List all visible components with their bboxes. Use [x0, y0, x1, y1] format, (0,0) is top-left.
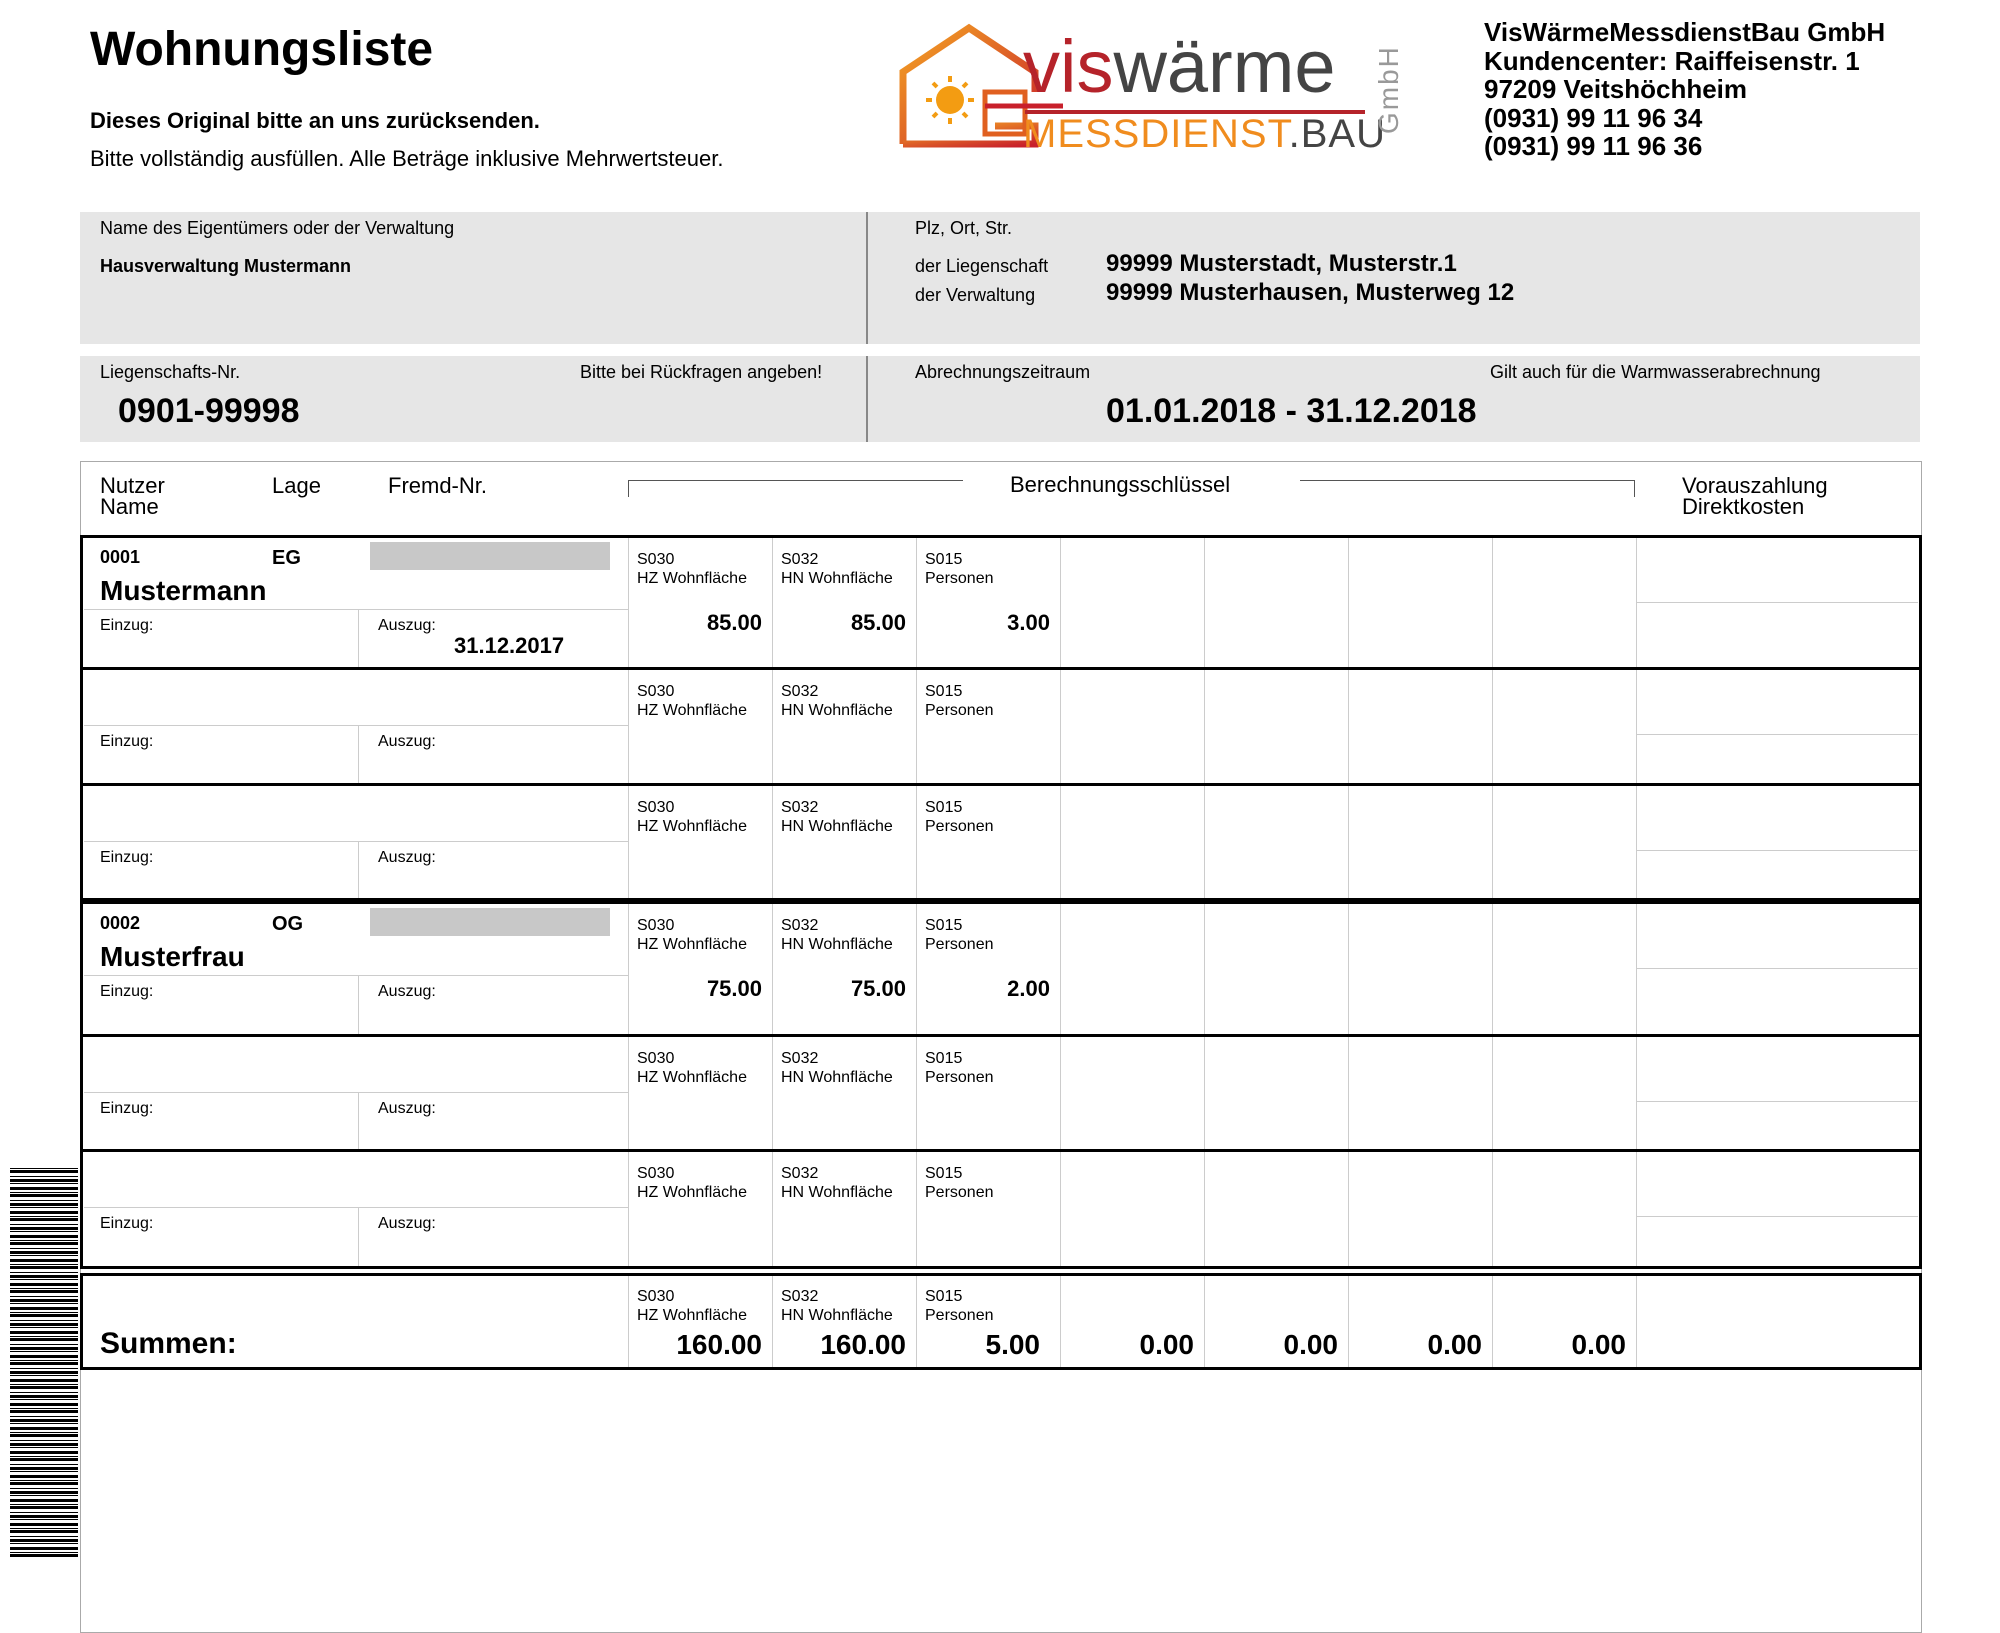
property-no-hint: Bitte bei Rückfragen angeben!	[580, 362, 823, 382]
column-line	[1204, 1276, 1205, 1367]
header-berechnungsschluessel: Berechnungsschlüssel	[1010, 472, 1231, 497]
row-line	[84, 1092, 628, 1093]
column-line	[1060, 538, 1061, 667]
barcode-bar	[10, 1331, 78, 1334]
barcode-bar	[10, 1464, 78, 1465]
auszug-label: Auszug:	[378, 1215, 436, 1232]
row-line	[358, 609, 359, 667]
column-line	[1492, 786, 1493, 898]
column-line	[1204, 904, 1205, 1034]
barcode-bar	[10, 1456, 78, 1457]
sum-value: 160.00	[820, 1329, 906, 1360]
sum-value: 0.00	[1571, 1329, 1626, 1360]
row-line	[1636, 968, 1918, 969]
key-code: S030 HZ Wohnfläche	[637, 799, 747, 835]
key-code: S032 HN Wohnfläche	[781, 799, 893, 835]
barcode-bar	[10, 1288, 78, 1289]
column-line	[1636, 904, 1637, 1034]
barcode-bar	[10, 1312, 78, 1313]
barcode-bar	[10, 1266, 78, 1269]
column-line	[1060, 1276, 1061, 1367]
column-line	[1060, 670, 1061, 783]
barcode-bar	[10, 1290, 78, 1293]
key-code: S030 HZ Wohnfläche	[637, 1165, 747, 1201]
einzug-label: Einzug:	[100, 1100, 154, 1117]
barcode-bar	[10, 1419, 78, 1422]
address-label: Plz, Ort, Str.	[915, 218, 1013, 238]
auszug-label: Auszug:	[378, 617, 436, 634]
barcode-bar	[10, 1491, 78, 1494]
barcode-bar	[10, 1386, 78, 1389]
barcode-bar	[10, 1467, 78, 1470]
key-code: S015 Personen	[925, 799, 994, 835]
barcode-bar	[10, 1399, 78, 1400]
barcode-bar	[10, 1168, 78, 1169]
barcode-bar	[10, 1360, 78, 1361]
key-code: S030 HZ Wohnfläche	[637, 1288, 747, 1324]
column-line	[1060, 786, 1061, 898]
row-line	[84, 609, 628, 610]
barcode-bar	[10, 1200, 78, 1201]
unit-number: 0001	[100, 547, 141, 567]
barcode-bar	[10, 1283, 78, 1286]
column-line	[1636, 1037, 1637, 1149]
barcode-bar	[10, 1296, 78, 1297]
barcode-bar	[10, 1443, 78, 1446]
barcode-bar	[10, 1194, 78, 1197]
separator	[866, 356, 868, 442]
company-logo	[895, 22, 1415, 156]
key-code: S032 HN Wohnfläche	[781, 551, 893, 587]
barcode-bar	[10, 1371, 78, 1374]
barcode-bar	[10, 1183, 78, 1184]
barcode-bar	[10, 1187, 78, 1190]
auszug-label: Auszug:	[378, 983, 436, 1000]
barcode-bar	[10, 1279, 78, 1280]
column-line	[1492, 1037, 1493, 1149]
barcode-bar	[10, 1375, 78, 1376]
period-hint: Gilt auch für die Warmwasserabrechnung	[1490, 362, 1821, 382]
barcode-bar	[10, 1355, 78, 1358]
einzug-label: Einzug:	[100, 617, 154, 634]
column-line	[1060, 1152, 1061, 1266]
barcode-bar	[10, 1211, 78, 1214]
barcode-bar	[10, 1408, 78, 1409]
barcode-bar	[10, 1224, 78, 1225]
barcode-bar	[10, 1552, 78, 1553]
barcode-bar	[10, 1176, 78, 1177]
barcode-bar	[10, 1512, 78, 1513]
einzug-label: Einzug:	[100, 1215, 154, 1232]
period-label: Abrechnungszeitraum	[915, 362, 1091, 382]
column-line	[772, 670, 773, 783]
barcode-bar	[10, 1264, 78, 1265]
barcode-bar	[10, 1351, 78, 1352]
tenant-name: Musterfrau	[100, 941, 245, 972]
sum-value: 0.00	[1427, 1329, 1482, 1360]
auszug-label: Auszug:	[378, 733, 436, 750]
row-line	[1636, 602, 1918, 603]
row-line	[1636, 734, 1918, 735]
barcode-bar	[10, 1379, 78, 1382]
barcode-bar	[10, 1432, 78, 1433]
barcode-bar	[10, 1272, 78, 1273]
column-line	[1060, 904, 1061, 1034]
column-line	[1492, 1152, 1493, 1266]
column-line	[628, 670, 629, 783]
key-code: S030 HZ Wohnfläche	[637, 917, 747, 953]
key-code: S030 HZ Wohnfläche	[637, 683, 747, 719]
column-line	[916, 670, 917, 783]
barcode-bar	[10, 1482, 78, 1485]
barcode-bar	[10, 1170, 78, 1173]
owner-label: Name des Eigentümers oder der Verwaltung	[100, 218, 455, 238]
row-line	[84, 1207, 628, 1208]
company-address	[1484, 18, 1885, 161]
fremd-nr-field[interactable]	[370, 908, 610, 936]
barcode-bar	[10, 1242, 78, 1245]
owner-value: Hausverwaltung Mustermann	[100, 256, 352, 276]
row-divider	[80, 667, 1922, 670]
column-line	[916, 1037, 917, 1149]
barcode-bar	[10, 1338, 78, 1341]
column-line	[1348, 904, 1349, 1034]
key-code: S015 Personen	[925, 551, 994, 587]
barcode-bar	[10, 1410, 78, 1413]
row-line	[358, 1092, 359, 1149]
column-line	[772, 1037, 773, 1149]
key-code: S015 Personen	[925, 1050, 994, 1086]
row-divider	[80, 1034, 1922, 1037]
auszug-label: Auszug:	[378, 849, 436, 866]
column-line	[628, 786, 629, 898]
barcode-bar	[10, 1416, 78, 1417]
column-line	[1060, 1037, 1061, 1149]
key-value: 2.00	[1007, 976, 1050, 1001]
instruction-text: Bitte vollständig ausfüllen. Alle Beträge inklusive Mehrwertsteuer.	[90, 146, 724, 171]
row-line	[358, 975, 359, 1034]
key-code: S015 Personen	[925, 1165, 994, 1201]
company-name: VisWärmeMessdienstBau GmbH	[1484, 17, 1886, 47]
einzug-label: Einzug:	[100, 849, 154, 866]
row-divider	[80, 1149, 1922, 1152]
admin-address-label: der Verwaltung	[915, 285, 1036, 305]
barcode-bar	[10, 1499, 78, 1502]
row-line	[84, 725, 628, 726]
column-line	[1492, 670, 1493, 783]
logo-gmbh: GmbH	[1373, 45, 1404, 134]
column-line	[628, 1037, 629, 1149]
barcode-bar	[10, 1347, 78, 1350]
barcode-bar	[10, 1314, 78, 1317]
column-line	[628, 538, 629, 667]
barcode-bar	[10, 1515, 78, 1518]
unit-number: 0002	[100, 913, 141, 933]
key-value: 75.00	[706, 976, 762, 1001]
barcode-bar	[10, 1384, 78, 1385]
column-line	[1348, 538, 1349, 667]
einzug-label: Einzug:	[100, 733, 154, 750]
column-line	[1492, 1276, 1493, 1367]
column-line	[916, 786, 917, 898]
barcode-bar	[10, 1539, 78, 1542]
key-code: S015 Personen	[925, 917, 994, 953]
column-line	[916, 1152, 917, 1266]
barcode-bar	[10, 1251, 78, 1254]
sum-value: 0.00	[1139, 1329, 1194, 1360]
barcode-bar	[10, 1543, 78, 1544]
barcode-bar	[10, 1523, 78, 1526]
row-line	[84, 841, 628, 842]
barcode-bar	[10, 1255, 78, 1256]
barcode-bar	[10, 1327, 78, 1328]
barcode-bar	[10, 1248, 78, 1249]
barcode-bar	[10, 1336, 78, 1337]
row-line	[84, 975, 628, 976]
barcode-bar	[10, 1235, 78, 1238]
barcode-bar	[10, 1362, 78, 1365]
column-line	[1636, 1152, 1637, 1266]
key-code: S032 HN Wohnfläche	[781, 683, 893, 719]
unit-lage: EG	[272, 547, 301, 569]
barcode-bar	[10, 1434, 78, 1437]
company-line2: 97209 Veitshöchheim	[1484, 74, 1748, 104]
row-line	[358, 841, 359, 898]
key-value: 85.00	[706, 610, 762, 635]
key-code: S032 HN Wohnfläche	[781, 1165, 893, 1201]
barcode-bar	[10, 1395, 78, 1398]
column-line	[1204, 538, 1205, 667]
sum-value: 5.00	[985, 1329, 1040, 1360]
barcode-bar	[10, 1303, 78, 1304]
barcode-bar	[10, 1320, 78, 1321]
summen-label: Summen:	[100, 1327, 237, 1360]
barcode-bar	[10, 1259, 78, 1262]
unit-lage: OG	[272, 913, 304, 935]
column-line	[1204, 1152, 1205, 1266]
key-code: S030 HZ Wohnfläche	[637, 551, 747, 587]
tenant-name: Mustermann	[100, 575, 267, 606]
barcode-bar	[10, 1458, 78, 1461]
column-line	[1492, 904, 1493, 1034]
column-line	[1348, 1276, 1349, 1367]
column-line	[1204, 1037, 1205, 1149]
row-line	[358, 725, 359, 783]
key-value: 75.00	[850, 976, 906, 1001]
key-code: S015 Personen	[925, 683, 994, 719]
barcode-bar	[10, 1530, 78, 1533]
barcode-bar	[10, 1275, 78, 1278]
column-line	[628, 1152, 629, 1266]
property-address-value: 99999 Musterstadt, Musterstr.1	[1106, 250, 1457, 277]
auszug-date: 31.12.2017	[454, 633, 565, 658]
row-line	[358, 1207, 359, 1266]
column-line	[628, 1276, 629, 1367]
barcode-bar	[10, 1451, 78, 1454]
logo-wordmark: viswärme	[1023, 25, 1336, 108]
column-line	[1636, 786, 1637, 898]
barcode-bar	[10, 1536, 78, 1537]
auszug-label: Auszug:	[378, 1100, 436, 1117]
barcode-bar	[10, 1519, 78, 1520]
column-line	[1492, 538, 1493, 667]
page-title: Wohnungsliste	[90, 23, 434, 76]
barcode-bar	[10, 1216, 78, 1217]
barcode-bar	[10, 1179, 78, 1182]
separator	[866, 212, 868, 344]
column-line	[1348, 1152, 1349, 1266]
instruction-bold: Dieses Original bitte an uns zurücksenden.	[90, 108, 540, 133]
barcode-bar	[10, 1480, 78, 1481]
barcode	[10, 1168, 78, 1558]
column-line	[1348, 1037, 1349, 1149]
column-line	[1204, 670, 1205, 783]
einzug-label: Einzug:	[100, 983, 154, 1000]
barcode-bar	[10, 1344, 78, 1345]
barcode-bar	[10, 1427, 78, 1430]
row-divider	[80, 783, 1922, 786]
key-value: 85.00	[850, 610, 906, 635]
column-line	[1348, 670, 1349, 783]
header-fremd-nr: Fremd-Nr.	[388, 473, 487, 498]
row-line	[1636, 850, 1918, 851]
barcode-bar	[10, 1307, 78, 1310]
fremd-nr-field[interactable]	[370, 542, 610, 570]
key-value: 3.00	[1007, 610, 1050, 635]
header-lage: Lage	[272, 473, 321, 498]
barcode-bar	[10, 1227, 78, 1230]
property-address-label: der Liegenschaft	[915, 256, 1049, 276]
barcode-bar	[10, 1240, 78, 1241]
barcode-bar	[10, 1504, 78, 1505]
column-line	[916, 538, 917, 667]
key-code: S032 HN Wohnfläche	[781, 1050, 893, 1086]
sum-value: 160.00	[676, 1329, 762, 1360]
header-nutzer: Nutzer Name	[100, 473, 165, 519]
key-code: S015 Personen	[925, 1288, 994, 1324]
column-line	[772, 1152, 773, 1266]
bracket-left	[628, 480, 963, 497]
barcode-bar	[10, 1554, 78, 1557]
column-line	[772, 538, 773, 667]
barcode-bar	[10, 1471, 78, 1472]
barcode-bar	[10, 1192, 78, 1193]
column-line	[628, 904, 629, 1034]
row-line	[1636, 1216, 1918, 1217]
company-line1: Kundencenter: Raiffeisenstr. 1	[1484, 45, 1860, 76]
barcode-bar	[10, 1440, 78, 1441]
key-code: S030 HZ Wohnfläche	[637, 1050, 747, 1086]
column-line	[1348, 786, 1349, 898]
barcode-bar	[10, 1423, 78, 1424]
barcode-bar	[10, 1218, 78, 1221]
barcode-bar	[10, 1392, 78, 1393]
barcode-bar	[10, 1368, 78, 1369]
period-value: 01.01.2018 - 31.12.2018	[1106, 392, 1477, 430]
column-line	[772, 904, 773, 1034]
column-line	[1636, 670, 1637, 783]
barcode-bar	[10, 1299, 78, 1302]
column-line	[1636, 1276, 1637, 1367]
property-no-value: 0901-99998	[118, 392, 300, 430]
row-line	[1636, 1101, 1918, 1102]
barcode-bar	[10, 1203, 78, 1206]
barcode-bar	[10, 1506, 78, 1509]
barcode-bar	[10, 1323, 78, 1326]
company-phone1: (0931) 99 11 96 34	[1484, 102, 1703, 133]
admin-address-value: 99999 Musterhausen, Musterweg 12	[1106, 279, 1515, 306]
barcode-bar	[10, 1495, 78, 1496]
sum-value: 0.00	[1283, 1329, 1338, 1360]
barcode-bar	[10, 1475, 78, 1478]
barcode-bar	[10, 1403, 78, 1406]
column-line	[1204, 786, 1205, 898]
barcode-bar	[10, 1488, 78, 1489]
barcode-bar	[10, 1207, 78, 1208]
column-line	[772, 1276, 773, 1367]
property-no-label: Liegenschafts-Nr.	[100, 362, 241, 382]
header-vorauszahlung: Vorauszahlung Direktkosten	[1682, 473, 1828, 519]
bracket-right	[1300, 480, 1635, 497]
column-line	[772, 786, 773, 898]
barcode-bar	[10, 1528, 78, 1529]
key-code: S032 HN Wohnfläche	[781, 917, 893, 953]
barcode-bar	[10, 1231, 78, 1232]
key-code: S032 HN Wohnfläche	[781, 1288, 893, 1324]
unit-group	[80, 901, 1922, 1269]
barcode-bar	[10, 1547, 78, 1550]
unit-group	[80, 535, 1922, 901]
barcode-bar	[10, 1447, 78, 1448]
company-phone2: (0931) 99 11 96 36	[1484, 131, 1703, 161]
column-line	[916, 904, 917, 1034]
logo-subline: MESSDIENST.BAU	[1023, 112, 1386, 156]
